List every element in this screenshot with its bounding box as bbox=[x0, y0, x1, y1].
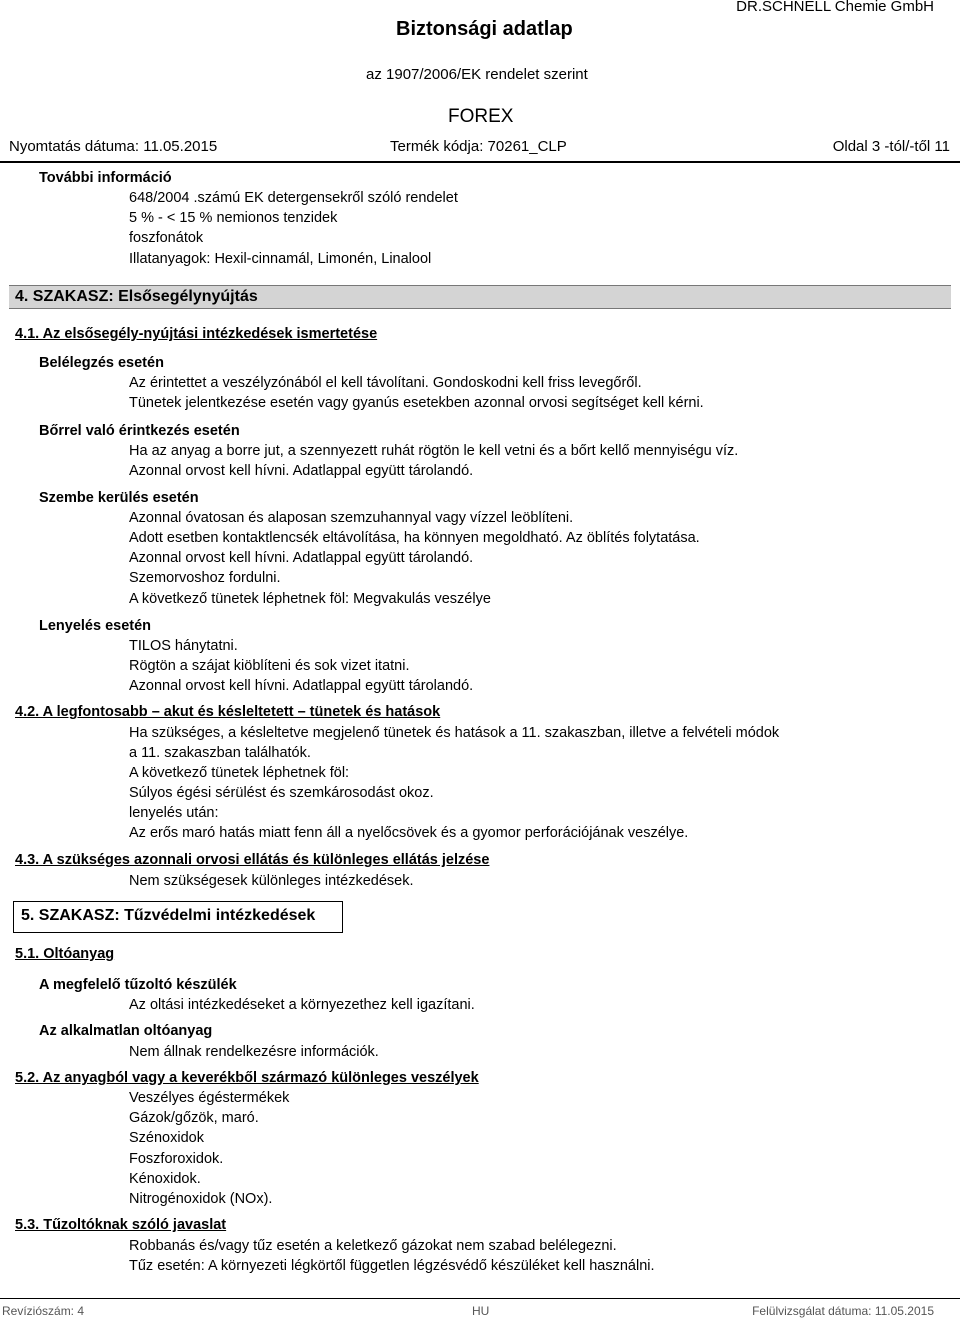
symptoms-line: a 11. szakaszban találhatók. bbox=[129, 745, 311, 761]
subsection-4-2-title: 4.2. A legfontosabb – akut és késleltetett – tünetek és hatások bbox=[15, 704, 441, 720]
hazard-line: Gázok/gőzök, maró. bbox=[129, 1110, 259, 1126]
unsuitable-media-text: Nem állnak rendelkezésre információk. bbox=[129, 1044, 379, 1060]
hazard-line: Nitrogénoxidok (NOx). bbox=[129, 1191, 273, 1207]
eye-line: Azonnal orvost kell hívni. Adatlappal együtt tárolandó. bbox=[129, 550, 474, 566]
eye-label: Szembe kerülés esetén bbox=[39, 490, 199, 506]
hazard-line: Veszélyes égéstermékek bbox=[129, 1090, 290, 1106]
inhalation-line: Tünetek jelentkezése esetén vagy gyanús esetekben azonnal orvosi segítséget kell kérni. bbox=[129, 395, 704, 411]
header-divider bbox=[0, 161, 960, 163]
symptoms-line: Az erős maró hatás miatt fenn áll a nyelőcsövek és a gyomor perforációjának veszélye. bbox=[129, 825, 689, 841]
symptoms-line: lenyelés után: bbox=[129, 805, 219, 821]
product-code: Termék kódja: 70261_CLP bbox=[390, 138, 567, 155]
hazard-line: Foszforoxidok. bbox=[129, 1151, 224, 1167]
hazard-line: Kénoxidok. bbox=[129, 1171, 201, 1187]
ingestion-label: Lenyelés esetén bbox=[39, 618, 152, 634]
symptoms-line: Ha szükséges, a késleltetve megjelenő tünetek és hatások a 11. szakaszban, illetve a felvételi módok bbox=[129, 725, 780, 741]
inhalation-line: Az érintettet a veszélyzónából el kell távolítani. Gondoskodni kell friss levegőről. bbox=[129, 375, 642, 391]
inhalation-label: Belélegzés esetén bbox=[39, 355, 164, 371]
section-5-title: 5. SZAKASZ: Tűzvédelmi intézkedések bbox=[21, 907, 316, 924]
section-5-header bbox=[13, 901, 343, 933]
subsection-5-1-title: 5.1. Oltóanyag bbox=[15, 946, 115, 962]
medical-attention-text: Nem szükségesek különleges intézkedések. bbox=[129, 873, 414, 889]
ingestion-line: Azonnal orvost kell hívni. Adatlappal együtt tárolandó. bbox=[129, 678, 474, 694]
eye-line: A következő tünetek léphetnek föl: Megvakulás veszélye bbox=[129, 591, 491, 607]
skin-line: Ha az anyag a borre jut, a szennyezett ruhát rögtön le kell vetni és a bőrt kellő mennyiségu víz. bbox=[129, 443, 739, 459]
firefighter-advice-line: Tűz esetén: A környezeti légkörtől független légzésvédő készüléket kell használni. bbox=[129, 1258, 655, 1274]
firefighter-advice-line: Robbanás és/vagy tűz esetén a keletkező gázokat nem szabad belélegezni. bbox=[129, 1238, 617, 1254]
skin-line: Azonnal orvost kell hívni. Adatlappal együtt tárolandó. bbox=[129, 463, 474, 479]
ingestion-line: TILOS hánytatni. bbox=[129, 638, 238, 654]
review-date: Felülvizsgálat dátuma: 11.05.2015 bbox=[752, 1304, 934, 1318]
eye-line: Azonnal óvatosan és alaposan szemzuhannyal vagy vízzel leöblíteni. bbox=[129, 510, 574, 526]
further-info-line: 5 % - < 15 % nemionos tenzidek bbox=[129, 210, 338, 226]
product-name: FOREX bbox=[448, 106, 514, 127]
subsection-4-3-title: 4.3. A szükséges azonnali orvosi ellátás és különleges ellátás jelzése bbox=[15, 852, 490, 868]
further-info-heading: További információ bbox=[39, 170, 172, 186]
company-name: DR.SCHNELL Chemie GmbH bbox=[736, 0, 934, 15]
document-title: Biztonsági adatlap bbox=[396, 18, 573, 40]
ingestion-line: Rögtön a szájat kiöblíteni és sok vizet itatni. bbox=[129, 658, 410, 674]
suitable-media-label: A megfelelő tűzoltó készülék bbox=[39, 977, 237, 993]
symptoms-line: A következő tünetek léphetnek föl: bbox=[129, 765, 350, 781]
language-code: HU bbox=[472, 1304, 490, 1318]
regulation-text: az 1907/2006/EK rendelet szerint bbox=[366, 66, 588, 83]
subsection-5-2-title: 5.2. Az anyagból vagy a keverékből származó különleges veszélyek bbox=[15, 1070, 479, 1086]
section-4-title: 4. SZAKASZ: Elsősegélynyújtás bbox=[15, 288, 258, 305]
print-date: Nyomtatás dátuma: 11.05.2015 bbox=[9, 138, 218, 155]
skin-label: Bőrrel való érintkezés esetén bbox=[39, 423, 240, 439]
subsection-4-1-title: 4.1. Az elsősegély-nyújtási intézkedések ismertetése bbox=[15, 326, 378, 342]
unsuitable-media-label: Az alkalmatlan oltóanyag bbox=[39, 1023, 213, 1039]
subsection-5-3-title: 5.3. Tűzoltóknak szóló javaslat bbox=[15, 1217, 227, 1233]
page-number: Oldal 3 -tól/-től 11 bbox=[832, 138, 950, 155]
eye-line: Szemorvoshoz fordulni. bbox=[129, 570, 281, 586]
further-info-line: Illatanyagok: Hexil-cinnamál, Limonén, Linalool bbox=[129, 251, 432, 267]
hazard-line: Szénoxidok bbox=[129, 1130, 204, 1146]
further-info-line: foszfonátok bbox=[129, 230, 204, 246]
suitable-media-text: Az oltási intézkedéseket a környezethez kell igazítani. bbox=[129, 997, 475, 1013]
footer-divider bbox=[0, 1298, 960, 1299]
further-info-line: 648/2004 .számú EK detergensekről szóló rendelet bbox=[129, 190, 458, 206]
eye-line: Adott esetben kontaktlencsék eltávolítása, ha könnyen megoldható. Az öblítés folytatása. bbox=[129, 530, 700, 546]
section-4-header bbox=[9, 285, 951, 309]
symptoms-line: Súlyos égési sérülést és szemkárosodást okoz. bbox=[129, 785, 434, 801]
revision-number: Revíziószám: 4 bbox=[2, 1304, 85, 1318]
